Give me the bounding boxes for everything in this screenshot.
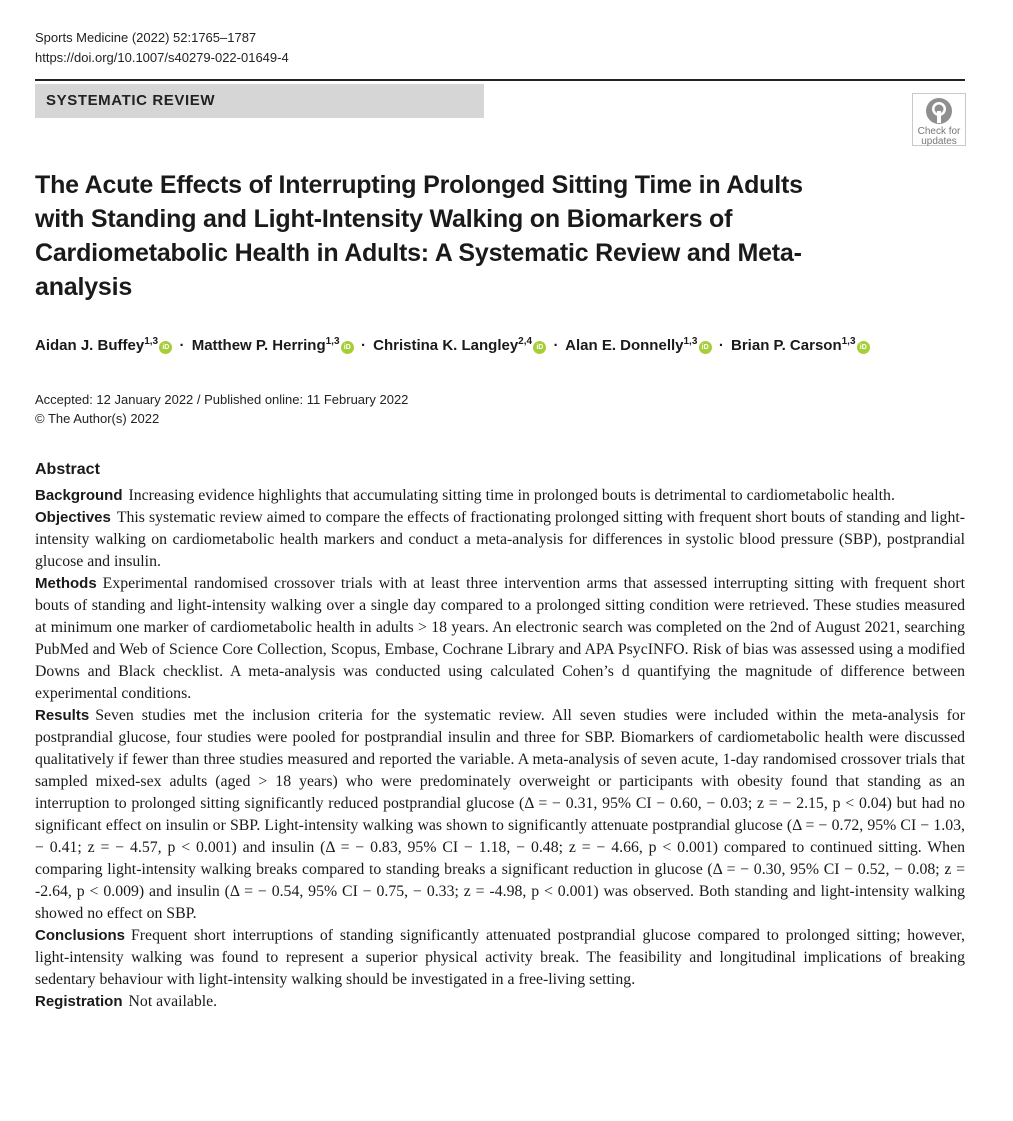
accepted-published-dates: Accepted: 12 January 2022 / Published online: 11 February 2022 (35, 392, 409, 407)
section-label: SYSTEMATIC REVIEW (35, 84, 484, 118)
orcid-icon[interactable]: iD (857, 341, 870, 354)
abstract-heading: Abstract (35, 461, 100, 478)
header-rule (35, 79, 965, 81)
author-list (35, 330, 985, 358)
abstract-methods: Methods Experimental randomised crossover trials with at least three intervention arms that assessed interrupting sitting with frequent short bouts of standing and light-intensity walking over a single day compared to a prolonged sitting condition were retrieved. These studies measured at minimum one marker of cardiometabolic health in adults > 18 years. An electronic search was completed on the 2nd of August 2021, searching PubMed and Web of Science Core Collection, Scopus, Embase, Cochrane Library and APA PsycINFO. Risk of bias was assessed using a modified Downs and Black checklist. A meta-analysis was conducted using calculated Cohen’s d quantifying the magnitude of difference between experimental conditions. (35, 575, 965, 702)
abstract-body (35, 485, 965, 1013)
author[interactable]: Aidan J. Buffey$^{1,3}$ iD (35, 337, 172, 354)
abstract-objectives: Objectives This systematic review aimed to compare the effects of fractionating prolonged sitting with frequent short bouts of standing and light-intensity walking on cardiometabolic health markers and conduct a meta-analysis for differences in systolic blood pressure (SBP), postprandial glucose and insulin. (35, 509, 965, 570)
abstract-results: Results Seven studies met the inclusion criteria for the systematic review. All seven studies were included within the meta-analysis for postprandial glucose, four studies were pooled for postprandial insulin and three for SBP. Biomarkers of cardiometabolic health were discussed qualitatively if fewer than three studies measured and reported the variable. A meta-analysis of seven acute, 1-day randomised crossover trials that sampled mixed-sex adults (aged > 18 years) who were predominately overweight or participants with obesity found that standing as an interruption to prolonged sitting significantly reduced postprandial glucose (Δ = − 0.31, 95% CI − 0.60, − 0.03; z = − 2.15, p < 0.04) but had no significant effect on insulin or SBP. Light-intensity walking was shown to significantly attenuate postprandial glucose (Δ = − 0.72, 95% CI − 1.03, − 0.41; z = − 4.57, p < 0.001) and insulin (Δ = − 0.83, 95% CI − 1.18, − 0.48; z = − 4.66, p < 0.001) compared to continued sitting. When comparing light-intensity walking breaks compared to standing breaks a significant reduction in glucose (Δ = − 0.30, 95% CI − 0.52, − 0.08; z = -2.64, p < 0.009) and insulin (Δ = − 0.54, 95% CI − 0.75, − 0.33; z = -4.98, p < 0.001) was observed. Both standing and light-intensity walking showed no effect on SBP. (35, 707, 965, 922)
author[interactable]: Christina K. Langley$^{2,4}$ iD (373, 337, 546, 354)
publication-dates (35, 390, 408, 428)
author-separator: · (179, 337, 185, 354)
abstract-registration: Registration Not available. (35, 993, 218, 1010)
abstract-conclusions: Conclusions Frequent short interruptions of standing significantly attenuated postprandial glucose compared to prolonged sitting; however, light-intensity walking was found to represent a superior physical activity break. The feasibility and longitudinal implications of breaking sedentary behaviour with light-intensity walking should be investigated in a free-living setting. (35, 927, 965, 988)
author[interactable]: Brian P. Carson$^{1,3}$ iD (731, 337, 870, 354)
orcid-icon[interactable]: iD (699, 341, 712, 354)
author-separator: · (360, 337, 366, 354)
author[interactable]: Matthew P. Herring$^{1,3}$ iD (192, 337, 354, 354)
journal-header (35, 28, 289, 68)
article-title: The Acute Effects of Interrupting Prolonged Sitting Time in Adults with Standing and Light-Intensity Walking on Biomarkers of Cardiometabolic Health in Adults: A Systematic Review and Meta-analysis (35, 171, 803, 301)
check-updates-icon (924, 96, 954, 126)
orcid-icon[interactable]: iD (533, 341, 546, 354)
orcid-icon[interactable]: iD (341, 341, 354, 354)
author[interactable]: Alan E. Donnelly$^{1,3}$ iD (565, 337, 712, 354)
doi-link[interactable]: https://doi.org/10.1007/s40279-022-01649-4 (35, 50, 289, 65)
author-separator: · (553, 337, 559, 354)
check-updates-line1: Check for (917, 126, 961, 137)
abstract-background: Background Increasing evidence highlights that accumulating sitting time in prolonged bouts is detrimental to cardiometabolic health. (35, 487, 895, 504)
check-updates-line2: updates (921, 136, 957, 147)
check-for-updates-badge[interactable] (912, 93, 966, 146)
journal-citation: Sports Medicine (2022) 52:1765–1787 (35, 30, 257, 45)
copyright: © The Author(s) 2022 (35, 411, 160, 426)
author-separator: · (718, 337, 724, 354)
orcid-icon[interactable]: iD (159, 341, 172, 354)
